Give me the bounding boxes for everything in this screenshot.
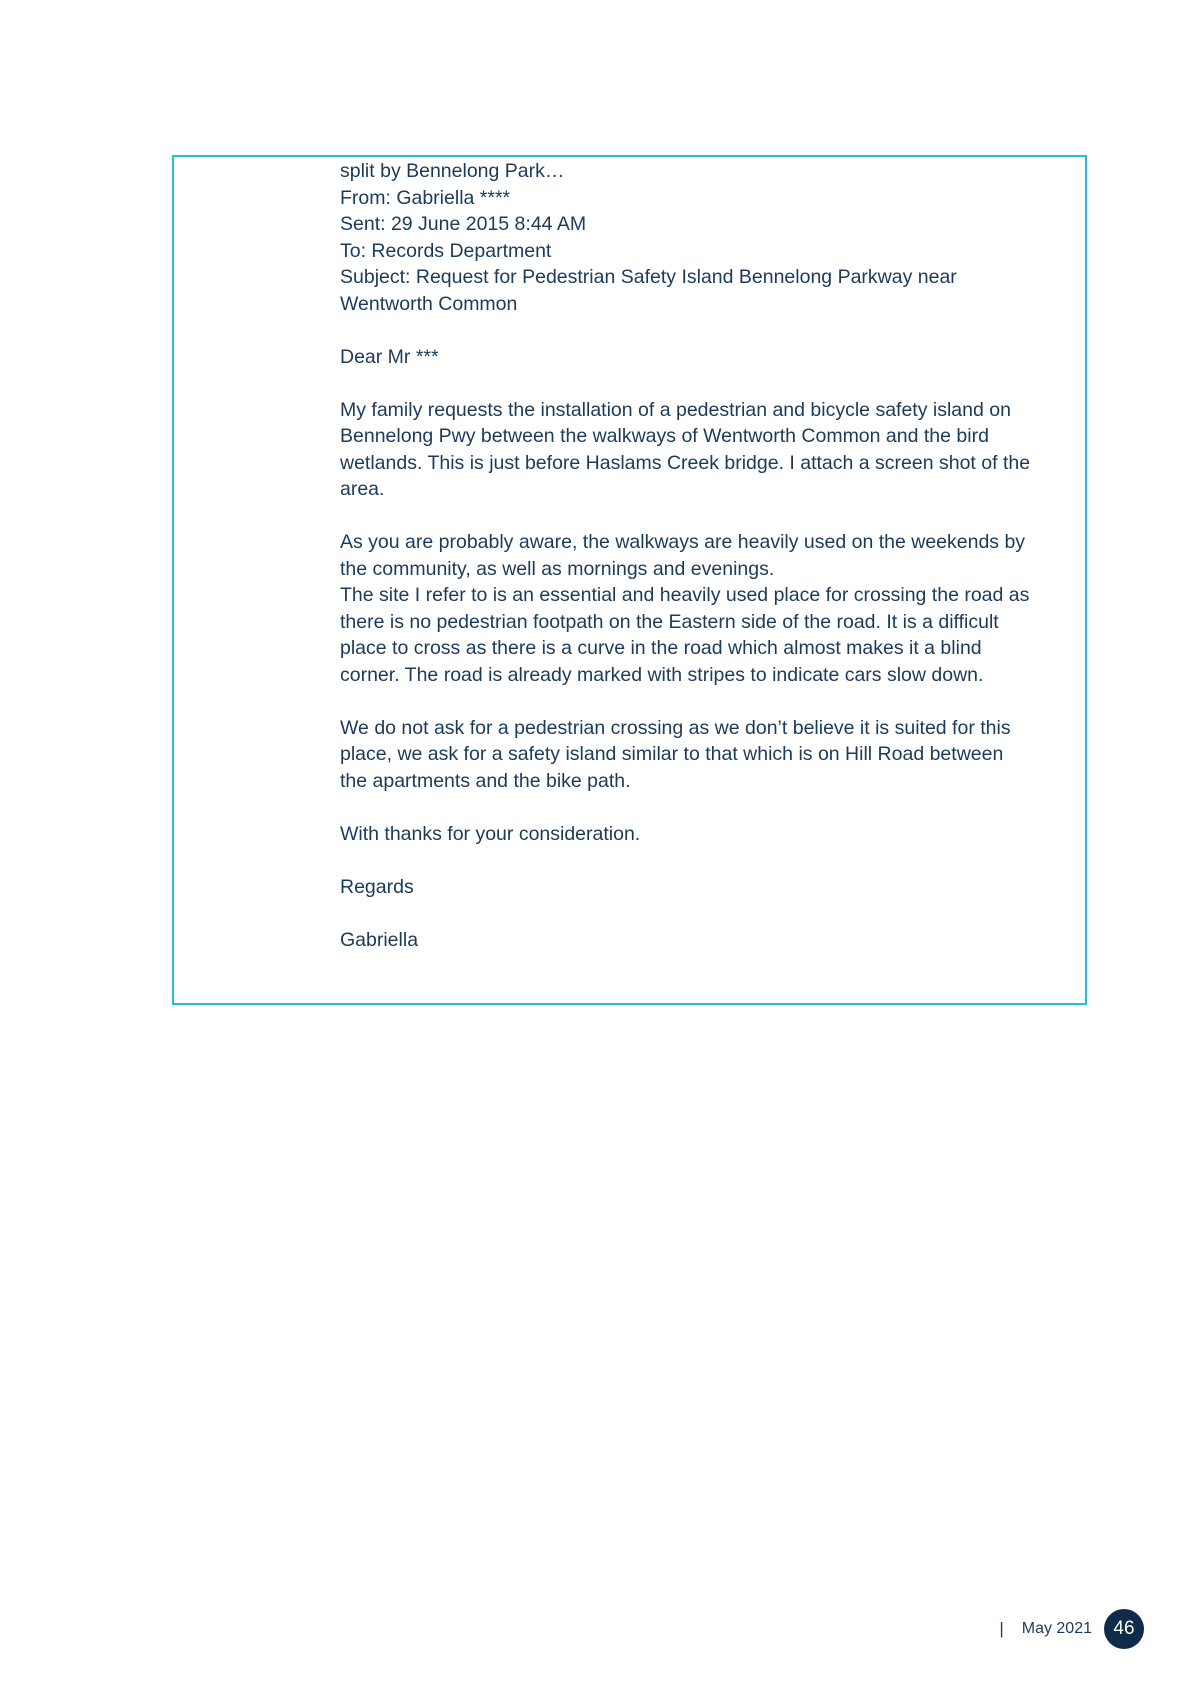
paragraph-line: there is no pedestrian footpath on the Eastern side of the road. It is a difficult — [340, 610, 999, 633]
paragraph-line: the community, as well as mornings and evenings. — [340, 557, 775, 580]
closing-block — [340, 874, 1085, 901]
footer-separator: | — [999, 1619, 1004, 1638]
paragraph-line: As you are probably aware, the walkways are heavily used on the weekends by — [340, 531, 1026, 553]
paragraph-line: the apartments and the bike path. — [340, 769, 631, 792]
thanks-block — [340, 821, 1085, 848]
paragraph-2 — [340, 529, 1085, 688]
paragraph-line: We do not ask for a pedestrian crossing as we don’t believe it is suited for this — [340, 716, 1011, 739]
closing: Regards — [340, 875, 414, 898]
footer-date: May 2021 — [1021, 1620, 1092, 1637]
paragraph-line: place to cross as there is a curve in the road which almost makes it a blind — [340, 637, 982, 659]
header-line: split by Bennelong Park… — [340, 160, 565, 182]
thanks-line: With thanks for your consideration. — [340, 822, 641, 845]
signature: Gabriella — [340, 928, 419, 951]
paragraph-1 — [340, 397, 1085, 503]
paragraph-line: place, we ask for a safety island similar to that which is on Hill Road between — [340, 743, 1004, 765]
page-footer — [999, 1609, 1144, 1649]
salutation-block — [340, 344, 1085, 371]
paragraph-line: Bennelong Pwy between the walkways of Wentworth Common and the bird — [340, 425, 989, 447]
salutation: Dear Mr *** — [340, 345, 439, 368]
header-subject-cont: Wentworth Common — [340, 292, 518, 315]
paragraph-line: My family requests the installation of a pedestrian and bicycle safety island on — [340, 398, 1011, 421]
header-to: To: Records Department — [340, 239, 552, 262]
paragraph-line: area. — [340, 478, 385, 500]
header-from: From: Gabriella **** — [340, 186, 511, 209]
paragraph-line: corner. The road is already marked with stripes to indicate cars slow down. — [340, 663, 984, 686]
paragraph-line: The site I refer to is an essential and heavily used place for crossing the road as — [340, 584, 1030, 606]
header-subject: Subject: Request for Pedestrian Safety Island Bennelong Parkway near — [340, 266, 957, 288]
signature-block — [340, 927, 1085, 954]
header-sent: Sent: 29 June 2015 8:44 AM — [340, 213, 587, 235]
page-number-badge: 46 — [1104, 1609, 1144, 1649]
paragraph-3 — [340, 715, 1085, 795]
email-body — [340, 158, 1085, 980]
email-header — [340, 158, 1085, 317]
paragraph-line: wetlands. This is just before Haslams Creek bridge. I attach a screen shot of the — [340, 451, 1031, 474]
